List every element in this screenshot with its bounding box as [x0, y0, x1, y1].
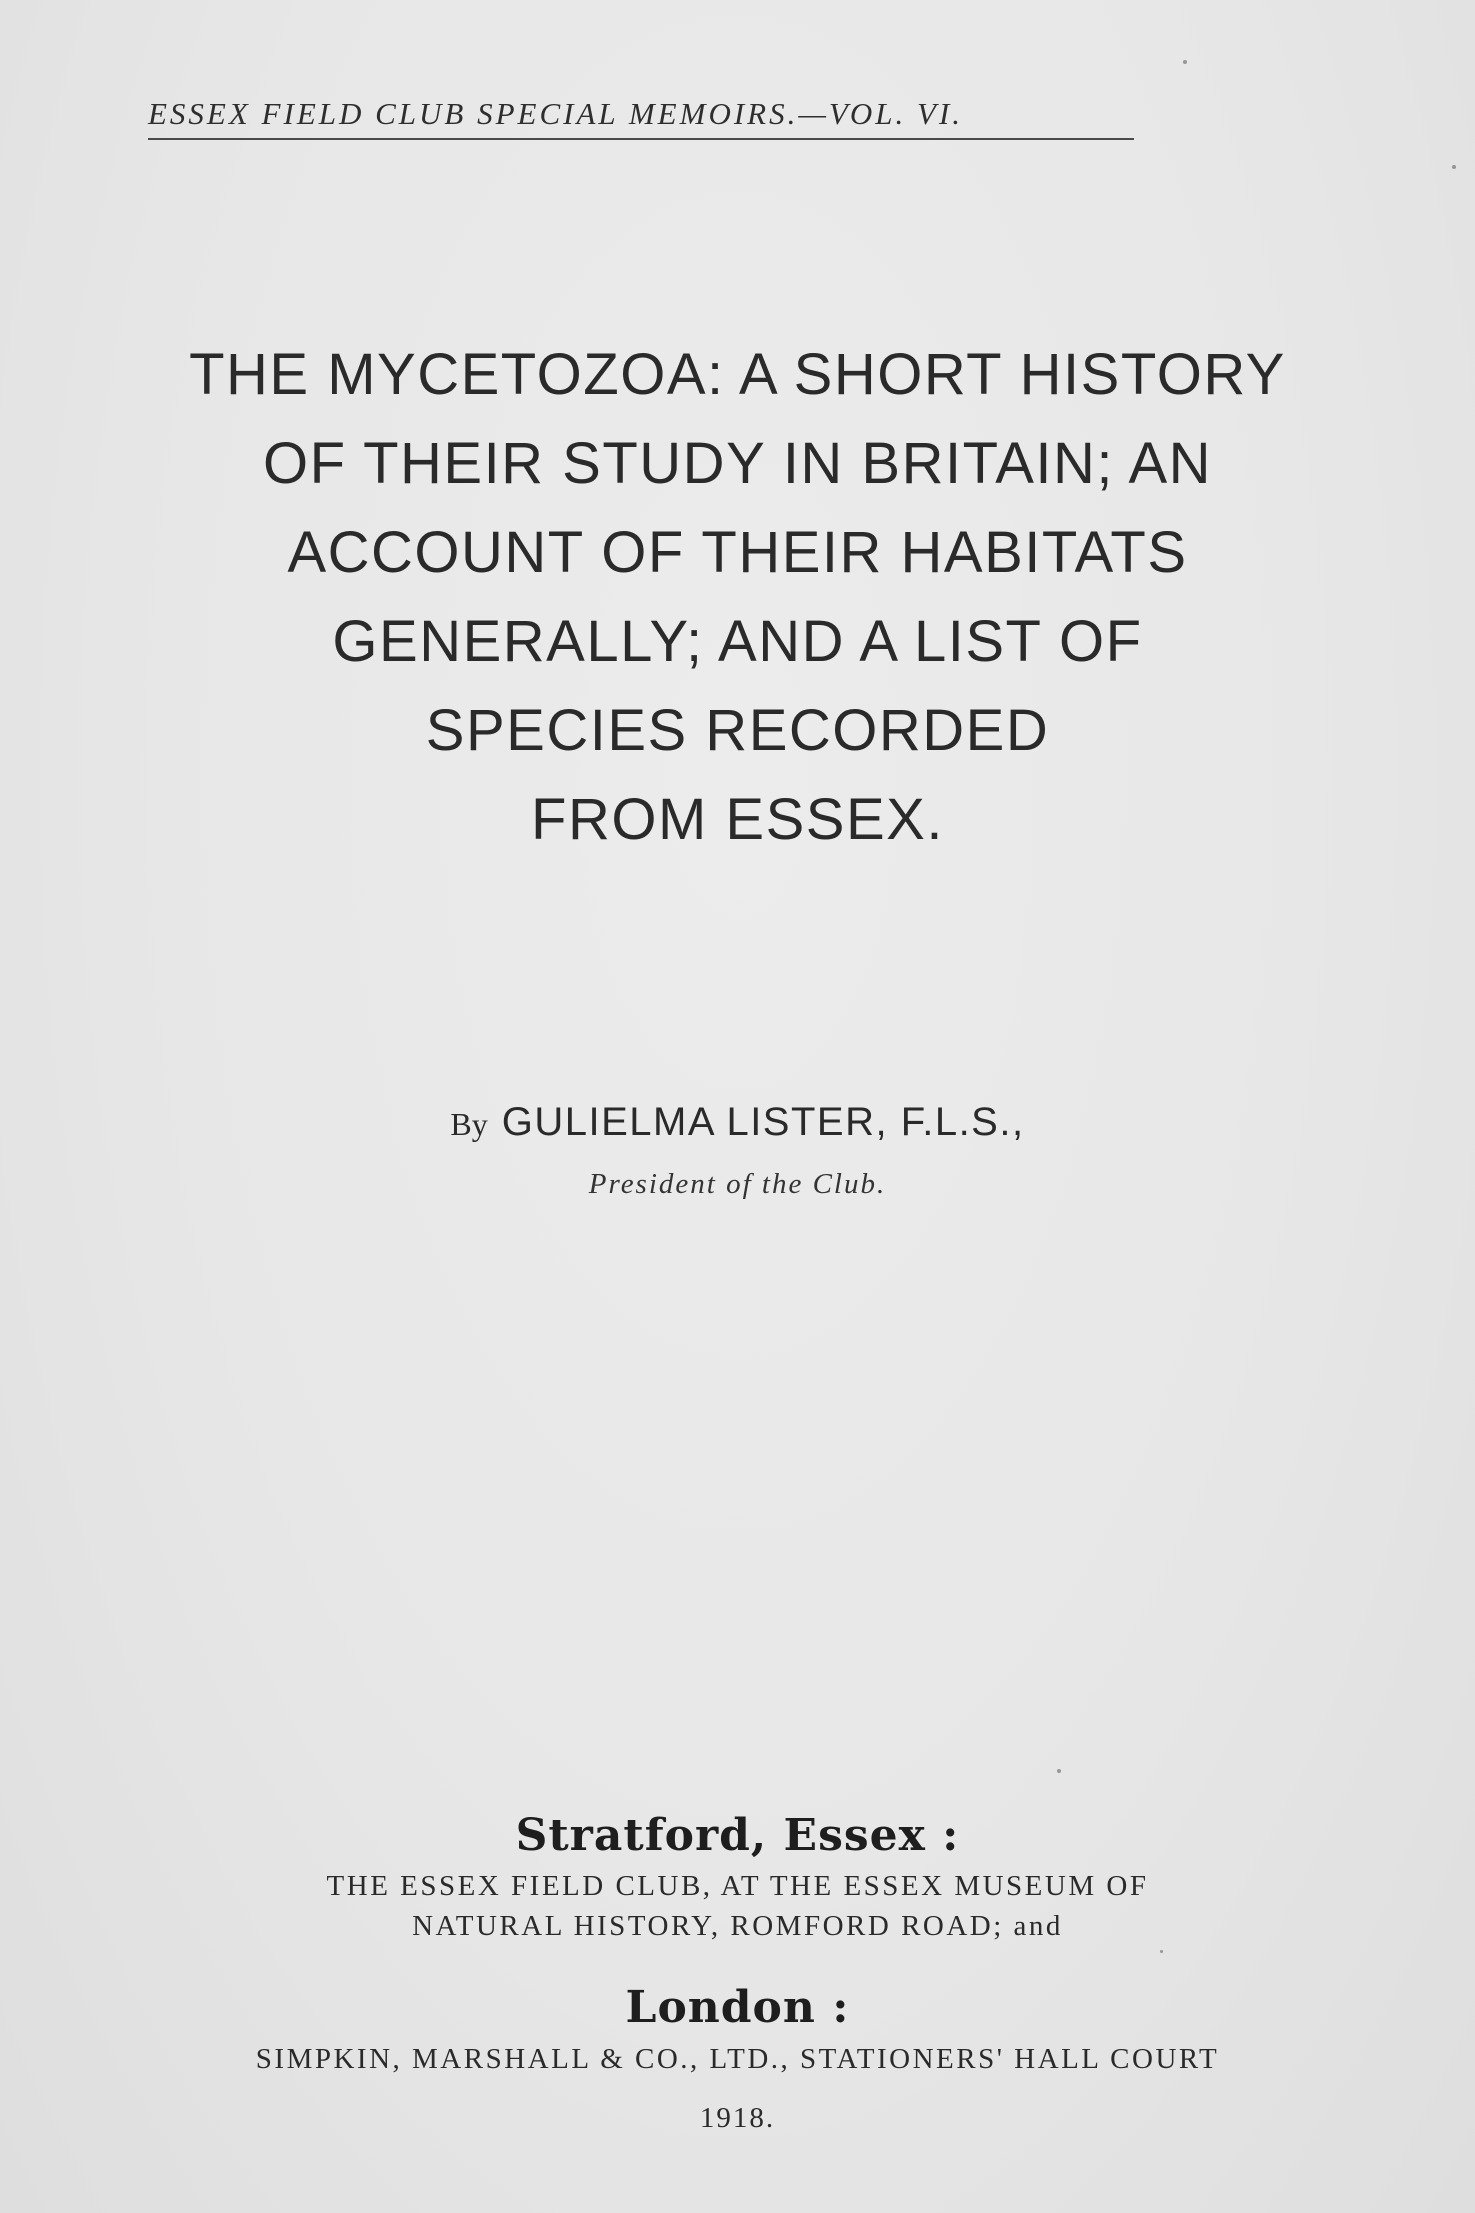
- author-byline: [0, 1100, 1475, 1145]
- title-line: GENERALLY; AND A LIST OF: [332, 609, 1143, 674]
- title-line: FROM ESSEX.: [531, 787, 944, 852]
- title-line: OF THEIR STUDY IN BRITAIN; AN: [262, 431, 1213, 496]
- by-label: By: [450, 1106, 488, 1142]
- book-title: [0, 330, 1475, 864]
- paper-speck: [1160, 1950, 1163, 1953]
- author-name: GULIELMA LISTER, F.L.S.,: [501, 1100, 1025, 1144]
- header-rule: [148, 138, 1134, 140]
- paper-speck: [1452, 165, 1456, 169]
- imprint-place-stratford: Stratford, Essex :: [515, 1810, 960, 1861]
- publisher-line-1: THE ESSEX FIELD CLUB, AT THE ESSEX MUSEUM OF: [326, 1870, 1149, 1902]
- distributor-line: SIMPKIN, MARSHALL & CO., LTD., STATIONERS' HALL COURT: [255, 2043, 1220, 2075]
- author-role: President of the Club.: [588, 1168, 887, 1200]
- title-line: ACCOUNT OF THEIR HABITATS: [287, 520, 1188, 585]
- paper-speck: [1183, 60, 1187, 64]
- title-line: SPECIES RECORDED: [425, 698, 1050, 763]
- title-line: THE MYCETOZOA: A SHORT HISTORY: [189, 342, 1286, 407]
- imprint-place-london: London :: [625, 1982, 850, 2033]
- paper-speck: [1057, 1769, 1061, 1773]
- publication-year: 1918.: [699, 2102, 776, 2134]
- series-header: ESSEX FIELD CLUB SPECIAL MEMOIRS.—VOL. VI.: [148, 96, 964, 131]
- publisher-line-2: NATURAL HISTORY, ROMFORD ROAD; and: [412, 1910, 1063, 1942]
